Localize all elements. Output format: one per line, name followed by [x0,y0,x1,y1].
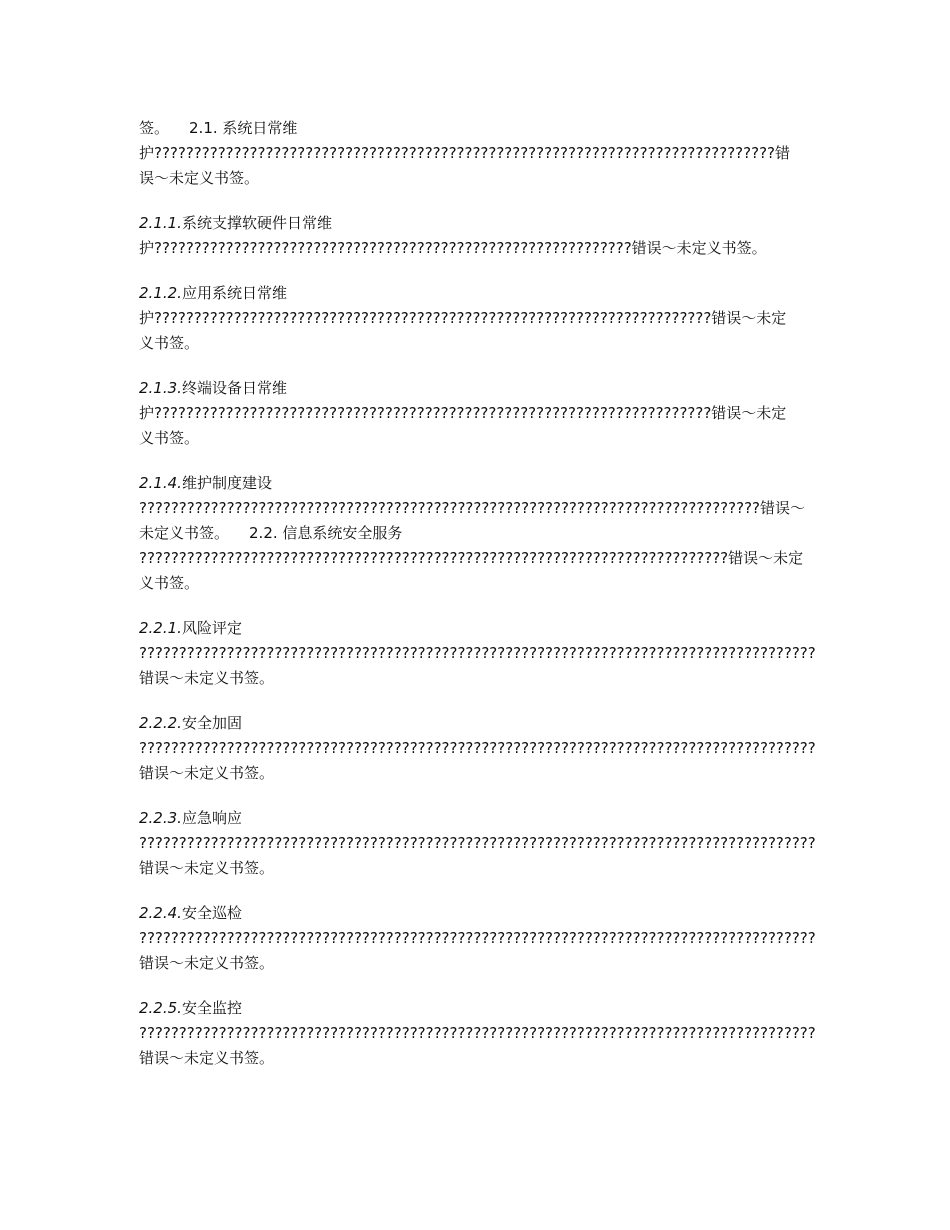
section-number: 2.2.5. [139,999,182,1017]
section-title: 安全监控 [181,999,242,1017]
toc-block-2-1-2 [139,281,817,356]
toc-line[interactable] [139,901,817,926]
section-title: 终端设备日常维 [181,379,287,397]
section-title: 应急响应 [181,809,242,827]
toc-line: 错误～未定义书签。 [139,954,275,972]
section-number: 2.1.1. [139,214,182,232]
toc-line: 误～未定义书签。 [139,169,260,187]
toc-block-2-2-5 [139,996,817,1071]
toc-line: 错误～未定义书签。 [139,1049,275,1067]
toc-line[interactable] [139,211,817,236]
toc-line[interactable] [139,471,817,496]
toc-line: ????????????????????????????????????????????????????????????????????????????????????? [139,929,816,947]
toc-line: 错误～未定义书签。 [139,669,275,687]
toc-line: ??????????????????????????????????????????????????????????????????????????错误～未定 [139,549,804,567]
toc-block-2-2-3 [139,806,817,881]
toc-block-2-2-2 [139,711,817,786]
section-title: 安全巡检 [181,904,242,922]
section-number: 2.1.4. [139,474,182,492]
toc-line: ??????????????????????????????????????????????????????????????????????????????错误～ [139,499,805,517]
toc-block-2-2-4 [139,901,817,976]
section-title: 安全加固 [181,714,242,732]
toc-line[interactable] [139,616,817,641]
section-number: 2.1.2. [139,284,182,302]
section-title: 维护制度建设 [181,474,272,492]
toc-line[interactable] [139,806,817,831]
toc-line: 义书签。 [139,574,200,592]
toc-line[interactable] [139,996,817,1021]
toc-line[interactable] [139,281,817,306]
toc-line: 错误～未定义书签。 [139,764,275,782]
toc-block-2-1-1 [139,211,817,261]
toc-block-2-2-1 [139,616,817,691]
section-title: 应用系统日常维 [181,284,287,302]
section-number: 2.2.4. [139,904,182,922]
section-number: 2.2.2. [139,714,182,732]
section-title: 系统支撑软硬件日常维 [181,214,332,232]
toc-heading[interactable]: 2.2. 信息系统安全服务 [249,524,403,542]
toc-line [139,521,817,546]
toc-line[interactable] [139,376,817,401]
toc-line: 护??????????????????????????????????????????????????????????????????????错误～未定 [139,404,787,422]
toc-block-2-1 [139,116,817,191]
toc-line: ????????????????????????????????????????????????????????????????????????????????????? [139,1024,816,1042]
toc-block-2-1-3 [139,376,817,451]
toc-heading[interactable]: 2.1. 系统日常维 [189,119,298,137]
toc-line: ????????????????????????????????????????????????????????????????????????????????????? [139,644,816,662]
toc-text: 签。 [139,119,170,137]
toc-line[interactable] [139,711,817,736]
toc-line: ????????????????????????????????????????????????????????????????????????????????????? [139,834,816,852]
toc-line: 义书签。 [139,429,200,447]
section-number: 2.2.1. [139,619,182,637]
toc-line: 错误～未定义书签。 [139,859,275,877]
toc-text: 未定义书签。 [139,524,230,542]
toc-line: 护??????????????????????????????????????????????????????????????????????错误～未定 [139,309,787,327]
toc-block-2-1-4 [139,471,817,596]
section-title: 风险评定 [181,619,242,637]
toc-line: ????????????????????????????????????????????????????????????????????????????????????? [139,739,816,757]
section-number: 2.2.3. [139,809,182,827]
toc-line: 义书签。 [139,334,200,352]
toc-line: 护??????????????????????????????????????????????????????????????????????????????错 [139,144,790,162]
document-page [139,116,817,1091]
toc-line [139,116,817,141]
section-number: 2.1.3. [139,379,182,397]
toc-line: 护????????????????????????????????????????????????????????????错误～未定义书签。 [139,239,767,257]
